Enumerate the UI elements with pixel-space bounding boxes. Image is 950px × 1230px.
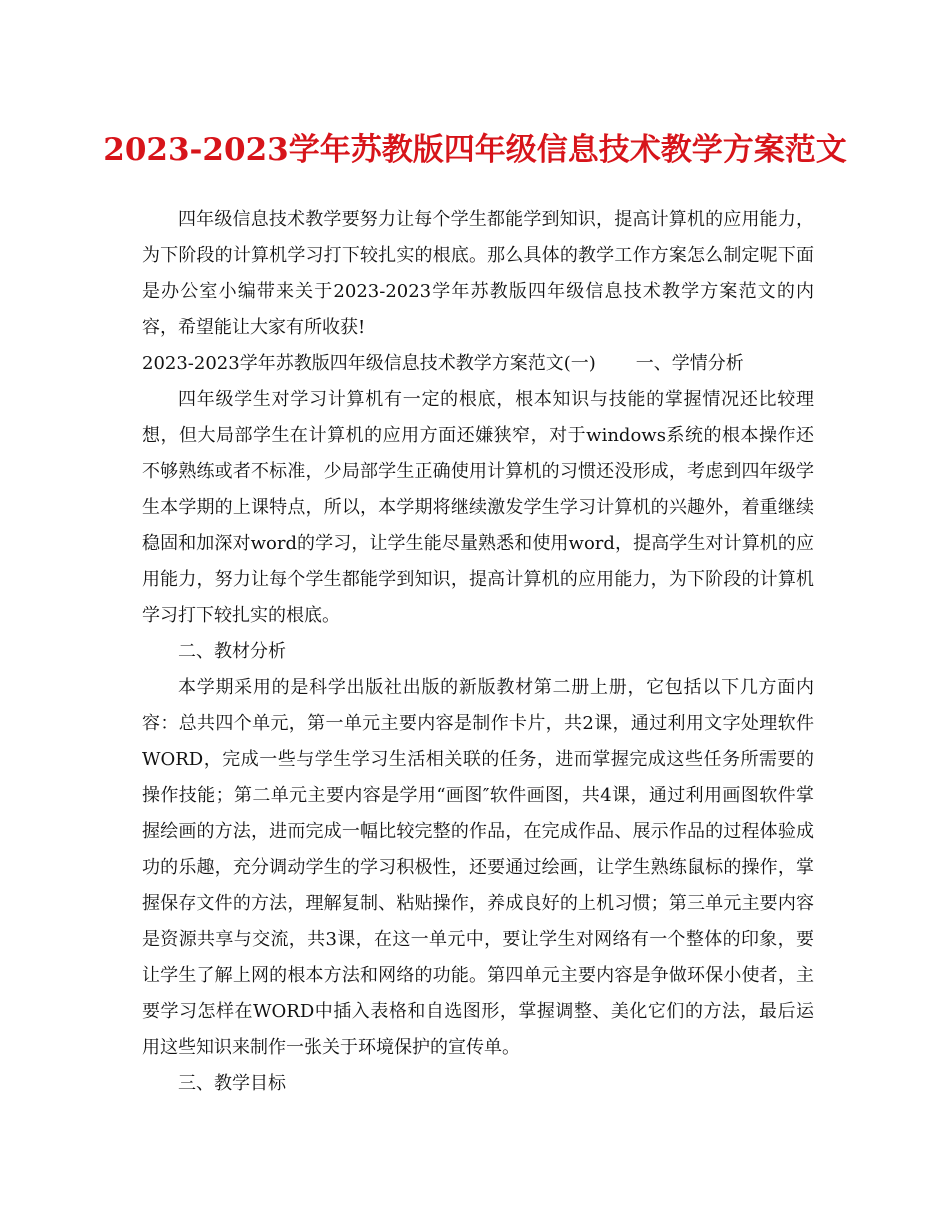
intro-paragraph: 四年级信息技术教学要努力让每个学生都能学到知识，提高计算机的应用能力，为下阶段的计算机学习打下较扎实的根底。那么具体的教学工作方案怎么制定呢下面是办公室小编带来关于2023-2023学年苏教版四年级信息技术教学方案范文的内容，希望能让大家有所收获!	[142, 209, 814, 338]
document-body	[142, 202, 814, 1102]
document-title: 2023-2023学年苏教版四年级信息技术教学方案范文	[103, 132, 847, 168]
section2-paragraph: 本学期采用的是科学出版社出版的新版教材第二册上册，它包括以下几方面内容：总共四个单元，第一单元主要内容是制作卡片，共2课，通过利用文字处理软件WORD，完成一些与学生学习生活相关联的任务，进而掌握完成这些任务所需要的操作技能；第二单元主要内容是学用“画图″软件画图，共4课，通过利用画图软件掌握绘画的方法，进而完成一幅比较完整的作品，在完成作品、展示作品的过程体验成功的乐趣，充分调动学生的学习积极性，还要通过绘画，让学生熟练鼠标的操作，掌握保存文件的方法，理解复制、粘贴操作，养成良好的上机习惯；第三单元主要内容是资源共享与交流，共3课，在这一单元中，要让学生对网络有一个整体的印象，要让学生了解上网的根本方法和网络的功能。第四单元主要内容是争做环保小使者，主要学习怎样在WORD中插入表格和自选图形，掌握调整、美化它们的方法，最后运用这些知识来制作一张关于环境保护的宣传单。	[142, 677, 814, 1058]
subtitle-text: 2023-2023学年苏教版四年级信息技术教学方案范文(一)	[142, 353, 596, 374]
section2-heading: 二、教材分析	[178, 641, 286, 662]
subtitle-line	[142, 346, 814, 382]
section3-heading: 三、教学目标	[178, 1073, 286, 1094]
section1-heading: 一、学情分析	[635, 353, 744, 374]
section1-paragraph: 四年级学生对学习计算机有一定的根底，根本知识与技能的掌握情况还比较理想，但大局部学生在计算机的应用方面还嫌狭窄，对于windows系统的根本操作还不够熟练或者不标准，少局部学生正确使用计算机的习惯还没形成，考虑到四年级学生本学期的上课特点，所以，本学期将继续激发学生学习计算机的兴趣外，着重继续稳固和加深对word的学习，让学生能尽量熟悉和使用word，提高学生对计算机的应用能力，努力让每个学生都能学到知识，提高计算机的应用能力，为下阶段的计算机学习打下较扎实的根底。	[142, 389, 814, 626]
